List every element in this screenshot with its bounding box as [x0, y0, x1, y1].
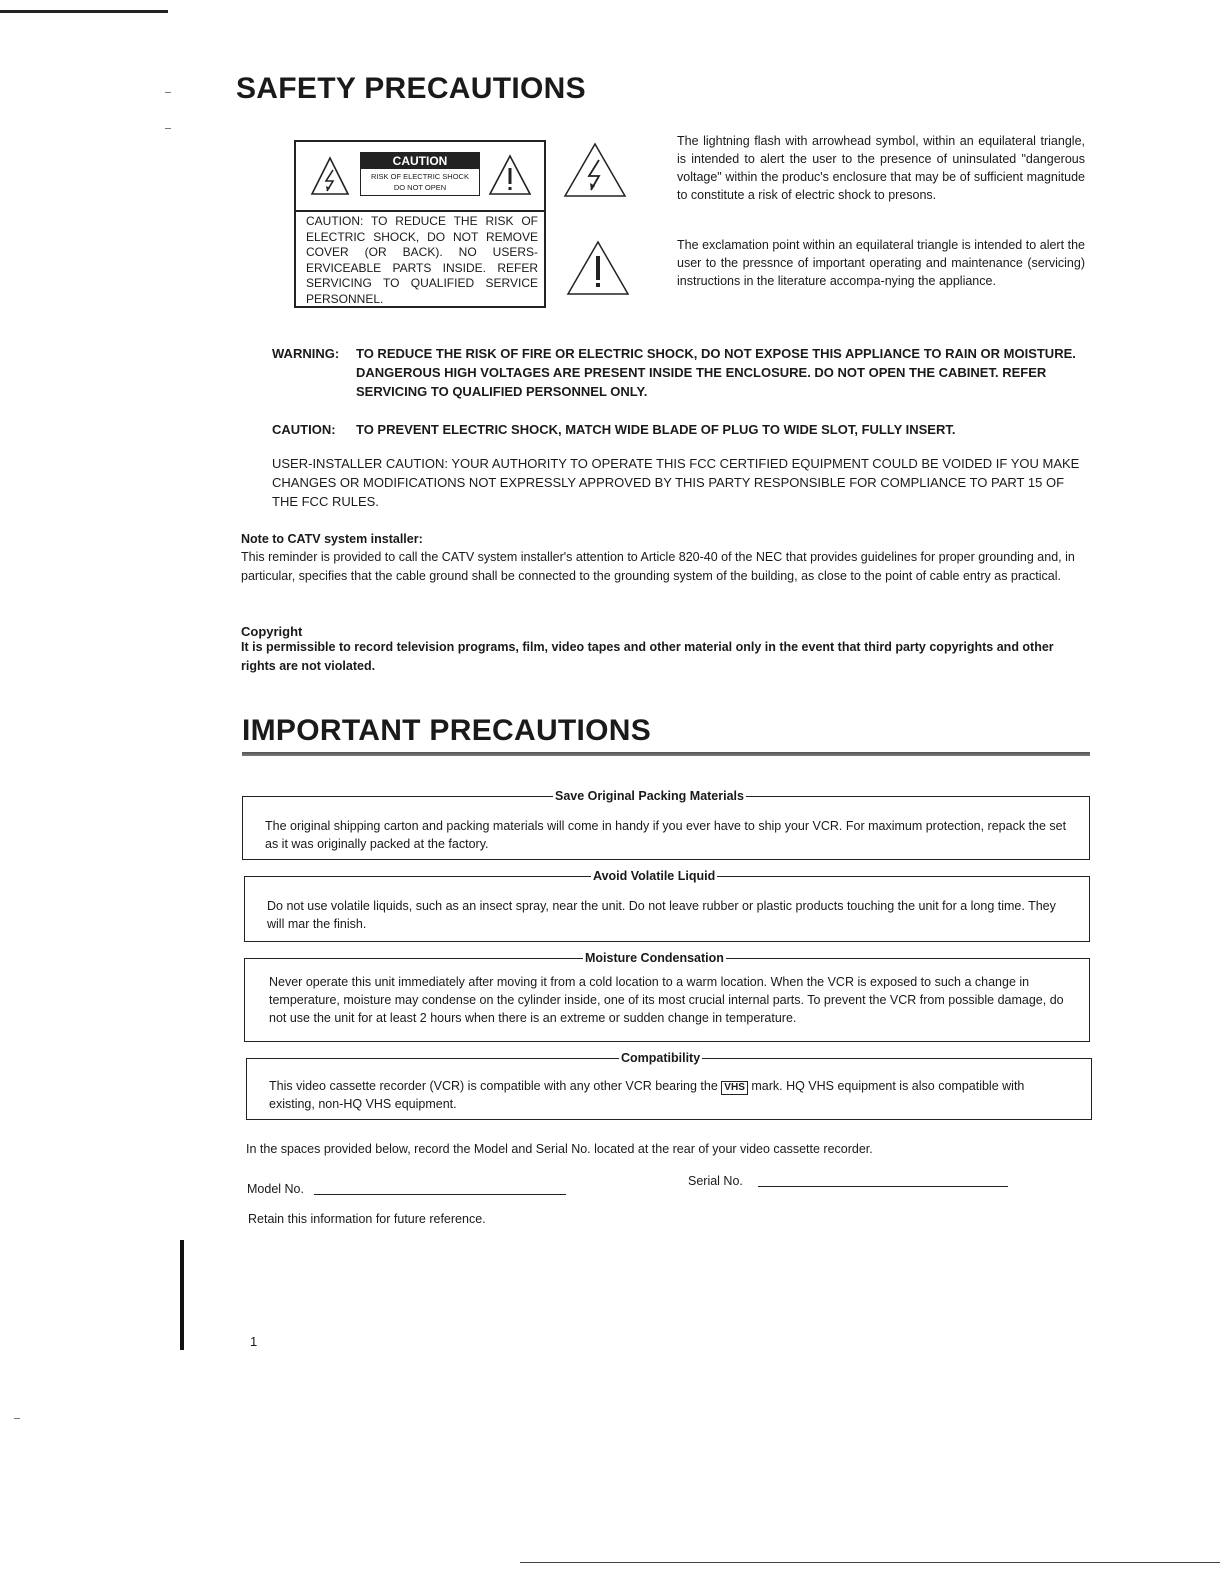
serial-label: Serial No.: [688, 1174, 743, 1188]
page-number: 1: [250, 1334, 258, 1349]
caution-label: CAUTION:: [272, 422, 336, 437]
important-title: IMPORTANT PRECAUTIONS: [242, 714, 652, 747]
section-compatibility: [246, 1051, 1092, 1120]
lightning-warning-icon: [310, 156, 350, 196]
lightning-symbol-description: The lightning flash with arrowhead symbol, within an equilateral triangle, is intended to alert the user to the presence of uninsulated "dangerous voltage" within the produc's enclosure that may be of sufficient magnitude to constitute a risk of electric shock to presons.: [677, 134, 1085, 202]
caution-header: CAUTION: [361, 153, 479, 169]
catv-heading: Note to CATV system installer:: [241, 532, 423, 546]
section-packing: [242, 789, 1090, 860]
section-volatile: [244, 869, 1090, 942]
serial-number-field[interactable]: [758, 1186, 1008, 1187]
exclamation-symbol-description: The exclamation point within an equilateral triangle is intended to alert the user to the pressnce of important operating and maintenance (servicing) instructions in the literature accompa-nying the appliance.: [677, 238, 1085, 288]
scan-artifact-dash: [14, 1418, 20, 1419]
safety-title: SAFETY PRECAUTIONS: [236, 72, 586, 105]
section-heading: Moisture Condensation: [585, 951, 724, 965]
section-text: The original shipping carton and packing materials will come in handy if you ever have to ship your VCR. For maximum protection, repack the set as it was originally packed at the factory.: [265, 819, 1067, 851]
fcc-caution-text: USER-INSTALLER CAUTION: YOUR AUTHORITY TO OPERATE THIS FCC CERTIFIED EQUIPMENT COULD BE VOIDED IF YOU MAKE CHANGES OR MODIFICATIONS NOT EXPRESSLY APPROVED BY THIS PARTY RESPONSIBLE FOR COMPLIANCE TO PART 15 OF THE FCC RULES.: [272, 456, 1080, 509]
section-heading: Save Original Packing Materials: [555, 789, 744, 803]
caution-subtitle: [361, 169, 479, 195]
scan-artifact-bar: [0, 10, 168, 13]
compat-text-before: This video cassette recorder (VCR) is compatible with any other VCR bearing the: [269, 1079, 718, 1093]
caution-box-text: CAUTION: TO REDUCE THE RISK OF ELECTRIC SHOCK, DO NOT REMOVE COVER (OR BACK). NO USERS-ERVICEABLE PARTS INSIDE. REFER SERVICING TO QUALIFIED SERVICE PERSONNEL.: [306, 214, 538, 306]
section-text: Do not use volatile liquids, such as an insect spray, near the unit. Do not leave rubber or plastic products touching the unit for a long time. They will mar the finish.: [267, 899, 1056, 931]
copyright-heading: Copyright: [241, 624, 303, 639]
scan-artifact-line: [520, 1562, 1220, 1563]
caution-block: [272, 420, 1086, 442]
vhs-mark: VHS: [721, 1081, 748, 1095]
warning-block: [272, 344, 1086, 404]
model-label: Model No.: [247, 1182, 304, 1196]
record-instructions: In the spaces provided below, record the Model and Serial No. located at the rear of your video cassette recorder.: [246, 1142, 873, 1156]
catv-text: This reminder is provided to call the CATV system installer's attention to Article 820-40 of the NEC that provides guidelines for proper grounding and, in particular, specifies that the cable ground shall be connected to the grounding system of the building, as close to the point of cable entry as practical.: [241, 550, 1075, 583]
caution-text: TO PREVENT ELECTRIC SHOCK, MATCH WIDE BLADE OF PLUG TO WIDE SLOT, FULLY INSERT.: [356, 422, 956, 437]
exclamation-warning-icon: [488, 154, 532, 196]
title-rule: [242, 752, 1090, 756]
scan-artifact-dash: [165, 92, 171, 93]
exclamation-triangle-icon: [566, 240, 630, 296]
section-heading: Avoid Volatile Liquid: [593, 869, 716, 883]
caution-label-panel: [294, 140, 546, 308]
lightning-triangle-icon: [563, 142, 627, 198]
warning-label: WARNING:: [272, 346, 340, 361]
scan-artifact-edge: [180, 1240, 184, 1350]
section-moisture: [244, 951, 1090, 1042]
caution-sub-line: RISK OF ELECTRIC SHOCK: [371, 172, 469, 181]
section-text: Never operate this unit immediately after moving it from a cold location to a warm location. When the VCR is exposed to such a change in temperature, moisture may condense on the cylinder inside, one of its most crucial internal parts. To prevent the VCR from possible damage, do not use the unit for at least 2 hours when there is an extreme or sudden change in temperature.: [269, 975, 1064, 1025]
section-heading: Compatibility: [621, 1051, 701, 1065]
section-text: [269, 1077, 1073, 1113]
model-number-field[interactable]: [314, 1194, 566, 1195]
scan-artifact-dash: [165, 128, 171, 129]
caution-sub-line: DO NOT OPEN: [393, 183, 447, 192]
retain-note: Retain this information for future reference.: [248, 1212, 486, 1226]
warning-text: TO REDUCE THE RISK OF FIRE OR ELECTRIC SHOCK, DO NOT EXPOSE THIS APPLIANCE TO RAIN OR MOISTURE. DANGEROUS HIGH VOLTAGES ARE PRESENT INSIDE THE ENCLOSURE. DO NOT OPEN THE CABINET. REFER SERVICING TO QUALIFIED PERSONNEL ONLY.: [356, 346, 1076, 399]
copyright-text: It is permissible to record television programs, film, video tapes and other material only in the event that third party copyrights and other rights are not violated.: [241, 640, 1054, 673]
compat-text-after: mark. HQ VHS equipment is also compatible with existing, non-HQ VHS equipment.: [269, 1079, 1025, 1111]
